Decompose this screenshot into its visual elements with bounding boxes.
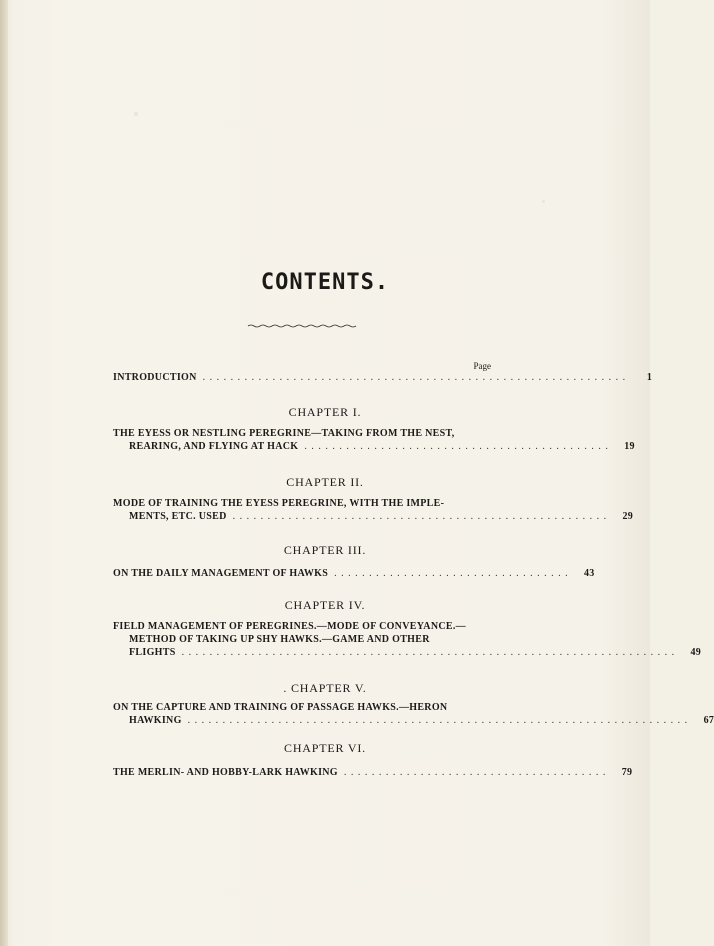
chapter-heading: CHAPTER III. bbox=[283, 543, 367, 557]
chapter-heading: CHAPTER IV. bbox=[284, 598, 366, 612]
toc-page-number: 67 bbox=[703, 715, 714, 726]
toc-entry-chapter-1[interactable] bbox=[113, 427, 635, 453]
title-ornament bbox=[248, 324, 356, 328]
toc-entry-text: THE EYESS OR NESTLING PEREGRINE—TAKING FROM THE NEST, bbox=[113, 428, 455, 439]
chapter-heading: . CHAPTER V. bbox=[283, 681, 367, 695]
binding-edge bbox=[0, 0, 8, 946]
leader-dots: . . . . . . . . . . . . . . . . . . . . . . . . . . . . . . . . . . . . . . bbox=[343, 767, 607, 778]
toc-entry-text: ON THE CAPTURE AND TRAINING OF PASSAGE HAWKS.—HERON bbox=[113, 702, 448, 713]
toc-entry-text: FLIGHTS bbox=[129, 647, 176, 658]
toc-entry-text: MENTS, ETC. USED bbox=[129, 511, 227, 522]
toc-entry-text: ON THE DAILY MANAGEMENT OF HAWKS bbox=[113, 568, 329, 579]
leader-dots: . . . . . . . . . . . . . . . . . . . . . . . . . . . . . . . . . . . . . . . . . . . . . . . . . . . . . . bbox=[232, 511, 608, 522]
toc-entry-chapter-4[interactable] bbox=[113, 620, 702, 659]
toc-page-number: 29 bbox=[622, 511, 634, 522]
toc-entry-text: MODE OF TRAINING THE EYESS PEREGRINE, WITH THE IMPLE- bbox=[113, 498, 445, 509]
chapter-heading: CHAPTER VI. bbox=[284, 741, 366, 755]
leader-dots: . . . . . . . . . . . . . . . . . . . . . . . . . . . . . . . . . . . . . . . . . . . . bbox=[304, 441, 609, 452]
toc-entry-chapter-6[interactable] bbox=[113, 766, 633, 779]
toc-entry-introduction[interactable] bbox=[113, 371, 653, 384]
paper-stain bbox=[542, 200, 545, 203]
chapter-heading: CHAPTER II. bbox=[286, 475, 364, 489]
leader-dots: . . . . . . . . . . . . . . . . . . . . . . . . . . . . . . . . . . . . . . . . . . . . . . . . . . . . . . . . . . . . . bbox=[202, 372, 627, 383]
leader-dots: . . . . . . . . . . . . . . . . . . . . . . . . . . . . . . . . . . . . . . . . . . . . . . . . . . . . . . . . . . . . . . . . . . . . . . . . bbox=[187, 715, 689, 726]
toc-entry-chapter-5[interactable] bbox=[113, 701, 714, 727]
toc-entry-text: INTRODUCTION bbox=[113, 372, 197, 383]
page-title: CONTENTS. bbox=[260, 269, 390, 295]
toc-entry-chapter-2[interactable] bbox=[113, 497, 634, 523]
leader-dots: . . . . . . . . . . . . . . . . . . . . . . . . . . . . . . . . . . . . . . . . . . . . . . . . . . . . . . . . . . . . . . . . . . . . . . . bbox=[181, 647, 676, 658]
toc-entry-text: REARING, AND FLYING AT HACK bbox=[129, 441, 299, 452]
page-column-label: Page bbox=[473, 361, 491, 371]
toc-page-number: 79 bbox=[621, 767, 633, 778]
toc-entry-text: THE MERLIN- AND HOBBY-LARK HAWKING bbox=[113, 767, 338, 778]
toc-page-number: 43 bbox=[583, 568, 595, 579]
toc-page-number: 19 bbox=[624, 441, 635, 452]
toc-entry-text: METHOD OF TAKING UP SHY HAWKS.—GAME AND OTHER bbox=[129, 634, 430, 645]
chapter-heading: CHAPTER I. bbox=[288, 405, 362, 419]
toc-entry-text: FIELD MANAGEMENT OF PEREGRINES.—MODE OF CONVEYANCE.— bbox=[113, 621, 466, 632]
toc-page-number: 49 bbox=[690, 647, 702, 658]
toc-page-number: 1 bbox=[646, 372, 653, 383]
toc-entry-chapter-3[interactable] bbox=[113, 567, 595, 580]
toc-entry-text: HAWKING bbox=[129, 715, 182, 726]
leader-dots: . . . . . . . . . . . . . . . . . . . . . . . . . . . . . . . . . . bbox=[334, 568, 569, 579]
paper-stain bbox=[134, 112, 138, 116]
